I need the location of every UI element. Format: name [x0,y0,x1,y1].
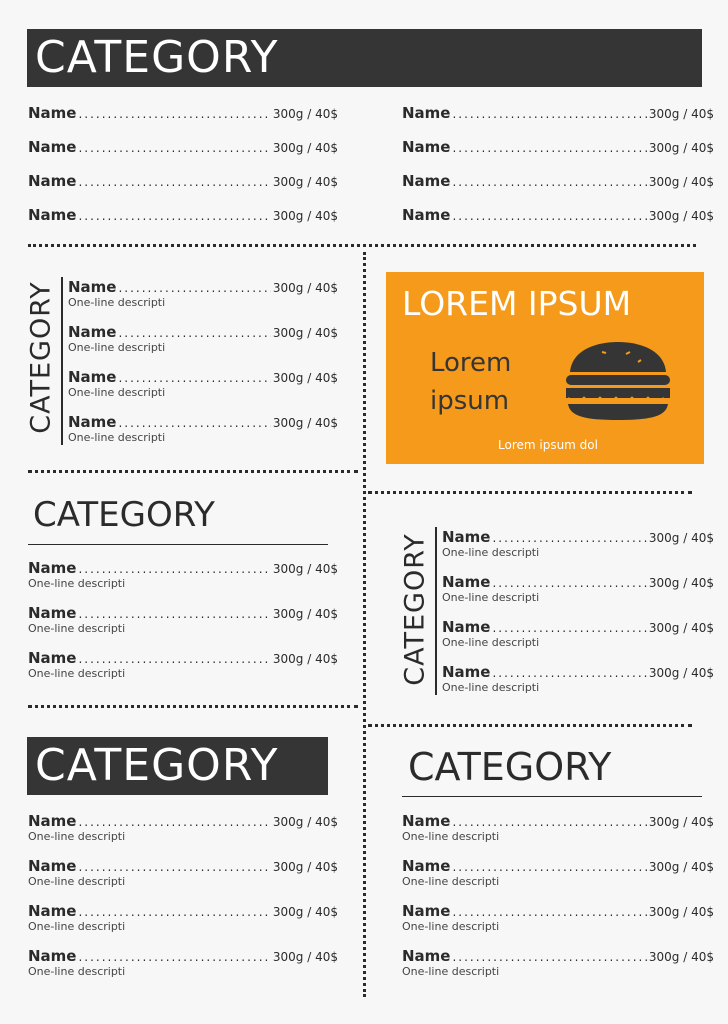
item-name: Name [402,138,451,156]
item-weight: 300g / 40$ [648,950,714,964]
item-name: Name [402,902,451,920]
item-description: One-line descripti [442,636,540,649]
item-description: One-line descripti [68,431,166,444]
item-weight: 300g / 40$ [272,607,338,621]
item-description: One-line descripti [402,875,500,888]
item-weight: 300g / 40$ [272,950,338,964]
item-weight: 300g / 40$ [272,652,338,666]
item-name: Name [68,368,117,386]
menu-item[interactable] [28,104,338,124]
leader-dots [78,815,270,829]
leader-dots [452,141,646,155]
item-weight: 300g / 40$ [272,860,338,874]
leader-dots [78,950,270,964]
menu-item[interactable] [68,413,338,433]
menu-item[interactable] [402,947,714,967]
item-name: Name [28,812,77,830]
promo-subtitle: Lorem ipsum [430,348,512,416]
item-weight: 300g / 40$ [272,281,338,295]
item-description: One-line descripti [402,965,500,978]
item-name: Name [28,902,77,920]
item-description: One-line descripti [28,830,126,843]
item-weight: 300g / 40$ [648,141,714,155]
item-weight: 300g / 40$ [272,905,338,919]
item-weight: 300g / 40$ [648,209,714,223]
menu-item[interactable] [442,663,714,683]
item-description: One-line descripti [442,681,540,694]
item-description: One-line descripti [68,386,166,399]
leader-dots [118,326,270,340]
item-description: One-line descripti [442,546,540,559]
item-weight: 300g / 40$ [272,371,338,385]
leader-dots [452,950,646,964]
burger-icon [562,342,674,422]
section-title: CATEGORY [33,495,215,535]
item-name: Name [28,649,77,667]
leader-dots [452,860,646,874]
item-description: One-line descripti [402,920,500,933]
menu-item[interactable] [28,172,338,192]
item-weight: 300g / 40$ [272,326,338,340]
item-weight: 300g / 40$ [648,576,714,590]
menu-item[interactable] [28,138,338,158]
item-weight: 300g / 40$ [648,905,714,919]
item-name: Name [28,947,77,965]
leader-dots [78,860,270,874]
item-description: One-line descripti [442,591,540,604]
item-name: Name [68,278,117,296]
item-name: Name [442,663,491,681]
item-weight: 300g / 40$ [648,107,714,121]
section-header-plain [402,745,702,797]
menu-item[interactable] [28,947,338,967]
menu-item[interactable] [442,528,714,548]
item-weight: 300g / 40$ [648,531,714,545]
menu-item[interactable] [28,559,338,579]
menu-item[interactable] [402,104,714,124]
menu-item[interactable] [402,138,714,158]
item-weight: 300g / 40$ [272,175,338,189]
item-name: Name [28,604,77,622]
item-name: Name [402,812,451,830]
menu-item[interactable] [442,573,714,593]
divider-dotted [28,705,358,708]
item-weight: 300g / 40$ [272,815,338,829]
leader-dots [118,371,270,385]
item-name: Name [402,206,451,224]
vertical-rule [61,277,63,445]
section-header-dark [27,737,328,795]
section-header-top [27,29,702,87]
leader-dots [452,175,646,189]
menu-item[interactable] [402,812,714,832]
item-name: Name [402,857,451,875]
item-weight: 300g / 40$ [648,860,714,874]
leader-dots [78,607,270,621]
item-description: One-line descripti [28,875,126,888]
item-name: Name [28,172,77,190]
promo-banner [386,272,704,464]
menu-item[interactable] [28,812,338,832]
item-name: Name [402,104,451,122]
item-description: One-line descripti [28,622,126,635]
item-description: One-line descripti [68,341,166,354]
menu-item[interactable] [442,618,714,638]
leader-dots [118,281,270,295]
menu-item[interactable] [28,649,338,669]
divider-dotted [28,244,696,247]
item-weight: 300g / 40$ [272,209,338,223]
menu-item[interactable] [28,857,338,877]
divider-dotted [368,491,692,494]
menu-item[interactable] [402,902,714,922]
item-name: Name [28,559,77,577]
item-weight: 300g / 40$ [648,175,714,189]
section-title-vertical: CATEGORY [25,281,57,434]
leader-dots [78,562,270,576]
item-description: One-line descripti [28,667,126,680]
item-name: Name [68,323,117,341]
menu-item[interactable] [402,206,714,226]
leader-dots [492,666,646,680]
leader-dots [78,209,270,223]
menu-item[interactable] [402,857,714,877]
item-weight: 300g / 40$ [648,666,714,680]
item-weight: 300g / 40$ [648,815,714,829]
item-name: Name [442,618,491,636]
item-name: Name [28,857,77,875]
item-weight: 300g / 40$ [272,562,338,576]
item-weight: 300g / 40$ [272,416,338,430]
section-title-vertical: CATEGORY [399,533,431,686]
item-name: Name [28,104,77,122]
leader-dots [452,107,646,121]
leader-dots [78,652,270,666]
vertical-rule [435,527,437,695]
item-name: Name [442,573,491,591]
menu-item[interactable] [68,368,338,388]
leader-dots [492,576,646,590]
item-description: One-line descripti [28,965,126,978]
leader-dots [492,531,646,545]
leader-dots [452,209,646,223]
item-description: One-line descripti [68,296,166,309]
menu-item[interactable] [68,278,338,298]
item-weight: 300g / 40$ [648,621,714,635]
section-title: CATEGORY [35,32,279,83]
item-weight: 300g / 40$ [272,107,338,121]
leader-dots [78,141,270,155]
menu-item[interactable] [68,323,338,343]
leader-dots [118,416,270,430]
item-name: Name [68,413,117,431]
section-header-plain [28,495,328,545]
item-name: Name [28,138,77,156]
menu-item[interactable] [28,206,338,226]
item-name: Name [442,528,491,546]
leader-dots [452,905,646,919]
leader-dots [78,905,270,919]
section-title: CATEGORY [35,740,279,791]
menu-item[interactable] [28,604,338,624]
item-name: Name [402,947,451,965]
section-title: CATEGORY [408,745,612,789]
item-name: Name [28,206,77,224]
menu-item[interactable] [402,172,714,192]
item-description: One-line descripti [28,920,126,933]
divider-dotted [28,470,358,473]
leader-dots [78,107,270,121]
leader-dots [452,815,646,829]
item-description: One-line descripti [28,577,126,590]
menu-item[interactable] [28,902,338,922]
leader-dots [78,175,270,189]
item-name: Name [402,172,451,190]
leader-dots [492,621,646,635]
promo-caption: Lorem ipsum dol [498,438,598,452]
item-description: One-line descripti [402,830,500,843]
divider-dotted-vertical [363,252,366,997]
divider-dotted [368,724,692,727]
promo-title: LOREM IPSUM [402,284,632,323]
item-weight: 300g / 40$ [272,141,338,155]
